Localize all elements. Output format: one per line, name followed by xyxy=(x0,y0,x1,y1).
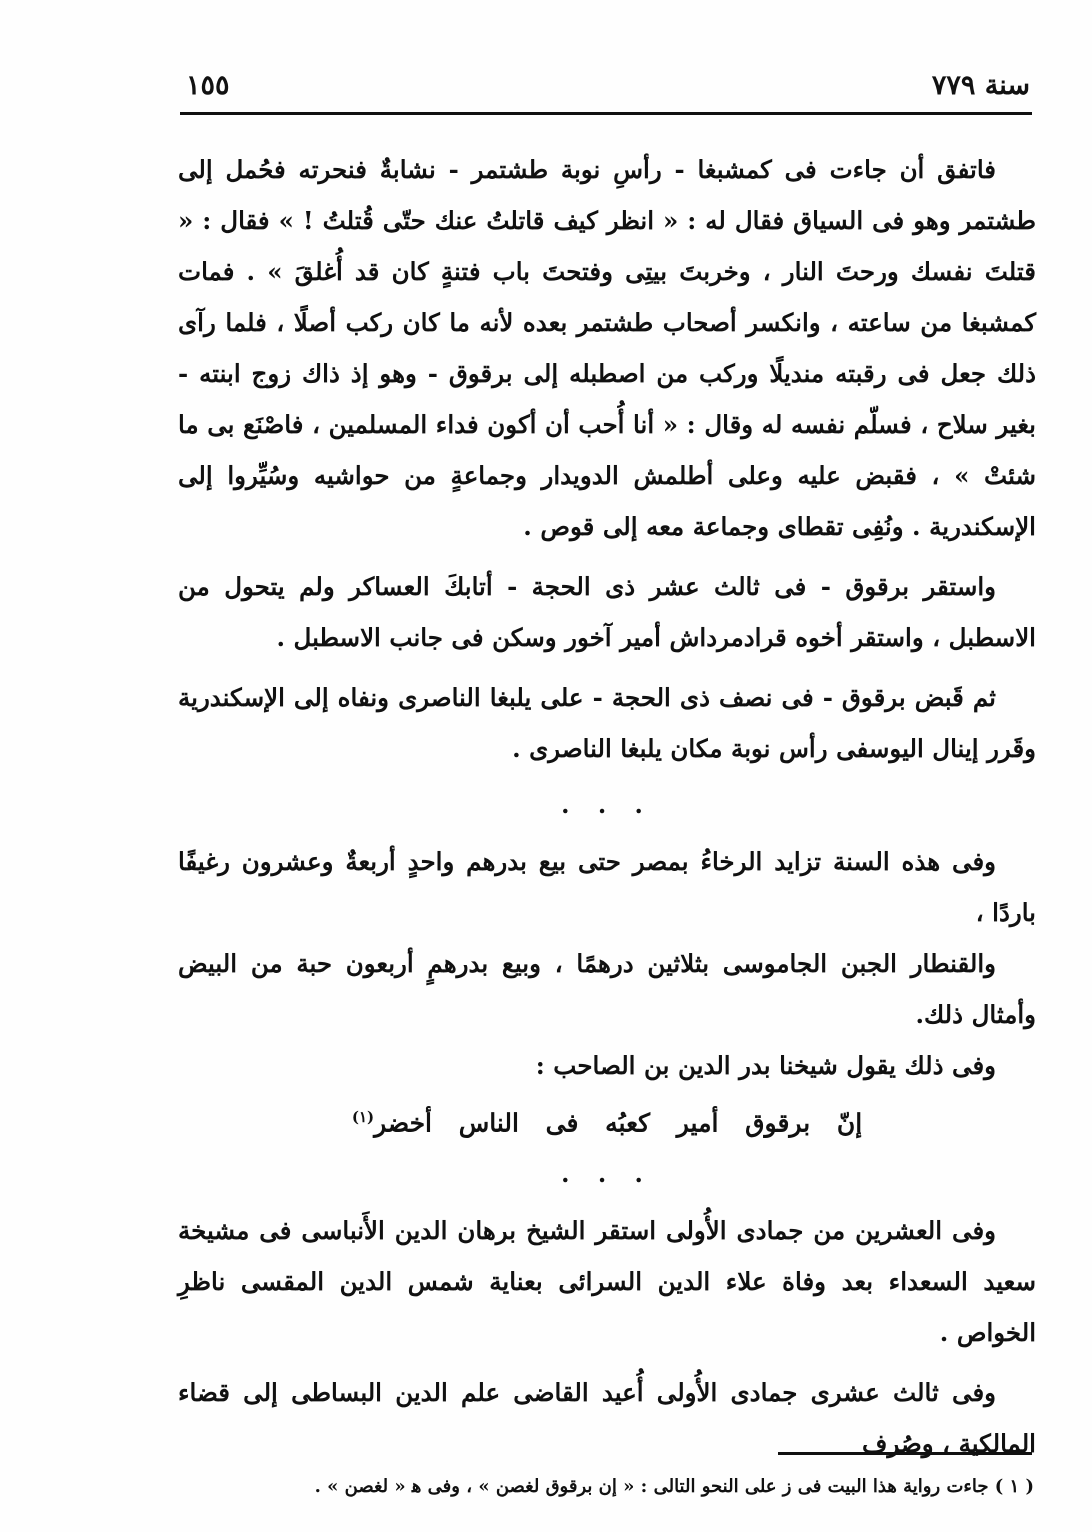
main-text xyxy=(178,144,1036,1469)
paragraph-tashtamur-surrender: فاتفق أن جاءت فى كمشبغا - رأسِ نوبة طشتمر - نشابةٌ فنحرته فحُمل إلى طشتمر وهو فى السياق فقال له : « انظر كيف قاتلتُ عنك حتّى قُتلتُ ! » فقال : « قتلتَ نفسك ورحتَ النار ، وخربتَ بيتِى وفتحتَ باب فتنةٍ كان قد أُغلقَ » . فمات كمشبغا من ساعته ، وانكسر أصحاب طشتمر بعده لأنه ما كان ركب أصلًا ، فلما رآى ذلك جعل فى رقبته منديلًا وركب من اصطبله إلى برقوق - وهو إذ ذاك زوج ابنته - بغير سلاح ، فسلّم نفسه له وقال : « أنا أُحب أن أكون فداء المسلمين ، فاصْنَع بى ما شئتْ » ، فقبض عليه وعلى أطلمش الدويدار وجماعةٍ من حواشيه وسُيِّروا إلى الإسكندرية . ونُفِى تقطاى وجماعة معه إلى قوص . xyxy=(178,155,1036,541)
header-year: سنة ٧٧٩ xyxy=(931,70,1030,101)
section-separator: . . . xyxy=(561,790,653,819)
paragraph-prices-line-1: وفى هذه السنة تزايد الرخاءُ بمصر حتى بيع بدرهم واحدٍ أربعةٌ وعشرون رغيفًا باردًا ، xyxy=(178,847,1036,927)
paragraph-malikiyya-judge: وفى ثالث عشرى جمادى الأُولى أُعيد القاضى علم الدين البساطى إلى قضاء المالكية ، وصُرف xyxy=(178,1378,1036,1458)
header-rule xyxy=(180,112,1032,115)
poetry-verse xyxy=(178,1091,1036,1143)
footnote-rule xyxy=(778,1452,1032,1455)
section-separator-2: . . . xyxy=(561,1159,653,1188)
paragraph-prices-line-2: والقنطار الجبن الجاموسى بثلاثين درهمًا ، وبيع بدرهمٍ أربعون حبة من البيض وأمثال ذلك. xyxy=(178,949,1036,1029)
paragraph-prices-line-3: وفى ذلك يقول شيخنا بدر الدين بن الصاحب : xyxy=(535,1051,996,1080)
footnote: ( ١ ) جاءت رواية هذا البيت فى ز على النحو التالى : « إن برقوق لغصن » ، وفى ﻫ « لغصن » . xyxy=(314,1476,1034,1497)
footnote-marker: (١) xyxy=(351,1108,375,1126)
paragraph-yalbugha-arrest: ثم قَبض برقوق - فى نصف ذى الحجة - على يلبغا الناصرى ونفاه إلى الإسكندرية وقَرر إينال اليوسفى رأس نوبة مكان يلبغا الناصرى . xyxy=(178,683,1036,763)
page-number: ١٥٥ xyxy=(186,70,230,101)
paragraph-saeed-al-suada: وفى العشرين من جمادى الأُولى استقر الشيخ برهان الدين الأَنباسى فى مشيخة سعيد السعداء بعد وفاة علاء الدين السرائى بعناية شمس الدين المقسى ناظرِ الخواص . xyxy=(178,1216,1036,1347)
running-header xyxy=(182,66,1030,106)
paragraph-barquq-atabek: واستقر برقوق - فى ثالث عشر ذى الحجة - أتابكَ العساكر ولم يتحول من الاسطبل ، واستقر أخوه قرادمرداش أمير آخور وسكن فى جانب الاسطبل . xyxy=(178,572,1036,652)
verse-text: إنّ برقوق أمير كعبُه فى الناس أخضر xyxy=(374,1108,863,1138)
